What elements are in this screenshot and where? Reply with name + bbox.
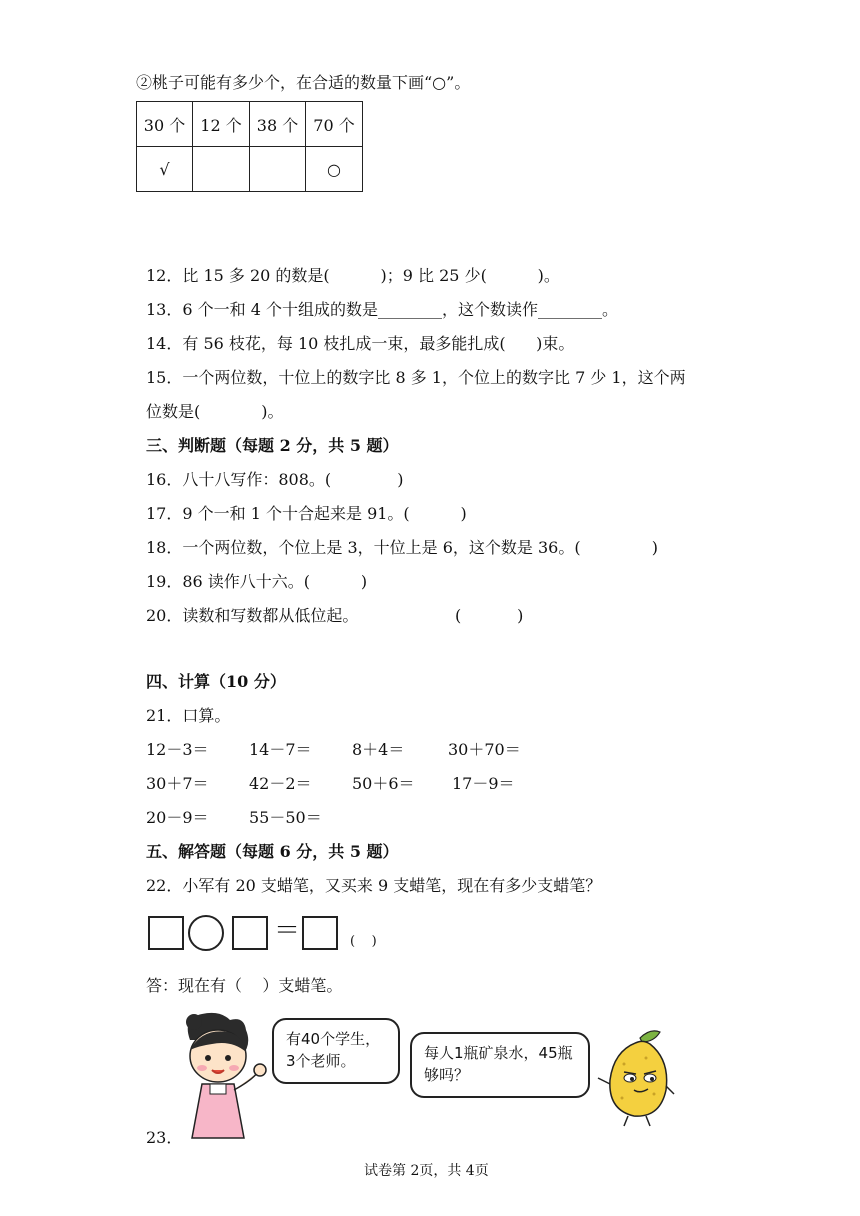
table-mark-cell: ○ (306, 147, 363, 192)
calc-item: 55－50＝ (249, 808, 322, 827)
table-header-cell: 38 个 (250, 102, 306, 147)
calc-item: 8＋4＝ (352, 740, 405, 759)
question-17: 17．9 个一和 1 个十合起来是 91。( ) (146, 504, 467, 523)
answer-box-2[interactable] (232, 916, 268, 950)
question-20: 20．读数和写数都从低位起。 ( ) (146, 606, 524, 625)
lemon-speech-bubble (410, 1032, 590, 1098)
answer-22: 答：现在有（ ）支蜡笔。 (146, 976, 343, 995)
section-3-heading: 三、判断题（每题 2 分，共 5 题） (146, 436, 399, 455)
table-header-cell: 12 个 (193, 102, 250, 147)
question-21: 21．口算。 (146, 706, 231, 725)
question-15-line1: 15．一个两位数，十位上的数字比 8 多 1，个位上的数字比 7 少 1，这个两 (146, 368, 686, 387)
table-mark-cell: √ (137, 147, 193, 192)
lemon-illustration (594, 1024, 678, 1128)
calc-item: 20－9＝ (146, 808, 209, 827)
girl-speech-bubble (272, 1018, 400, 1084)
lemon-speech-text: 每人1瓶矿泉水，45瓶够吗？ (424, 1044, 573, 1084)
calc-item: 30＋70＝ (448, 740, 521, 759)
question-14: 14．有 56 枝花，每 10 枝扎成一束，最多能扎成( )束。 (146, 334, 575, 353)
calc-item: 17－9＝ (452, 774, 515, 793)
girl-illustration (172, 1010, 272, 1142)
page-footer: 试卷第 2页，共 4页 (364, 1163, 489, 1179)
question-23: 23． (146, 1128, 183, 1147)
q11-part2-prompt: ②桃子可能有多少个，在合适的数量下画“○”。 (136, 73, 471, 92)
question-12: 12．比 15 多 20 的数是( )；9 比 25 少( )。 (146, 266, 560, 285)
calc-item: 42－2＝ (249, 774, 312, 793)
question-13: 13．6 个一和 4 个十组成的数是________，这个数读作________。 (146, 300, 618, 319)
section-4-heading: 四、计算（10 分） (146, 672, 286, 691)
equals-sign: ＝ (274, 916, 301, 946)
table-mark-cell (250, 147, 306, 192)
question-18: 18．一个两位数，个位上是 3，十位上是 6，这个数是 36。( ) (146, 538, 659, 557)
calc-item: 12－3＝ (146, 740, 209, 759)
question-15-line2: 位数是( )。 (146, 402, 284, 421)
section-5-heading: 五、解答题（每题 6 分，共 5 题） (146, 842, 399, 861)
table-header-cell: 30 个 (137, 102, 193, 147)
answer-box-1[interactable] (148, 916, 184, 950)
unit-paren: ( ) (350, 934, 377, 949)
peach-count-table (136, 101, 363, 192)
calc-item: 30＋7＝ (146, 774, 209, 793)
answer-box-result[interactable] (302, 916, 338, 950)
operator-circle[interactable] (188, 915, 224, 951)
table-mark-cell (193, 147, 250, 192)
question-16: 16．八十八写作：808。( ) (146, 470, 404, 489)
table-header-cell: 70 个 (306, 102, 363, 147)
question-19: 19．86 读作八十六。( ) (146, 572, 368, 591)
calc-item: 50＋6＝ (352, 774, 415, 793)
calc-item: 14－7＝ (249, 740, 312, 759)
question-22: 22．小军有 20 支蜡笔，又买来 9 支蜡笔，现在有多少支蜡笔？ (146, 876, 602, 895)
girl-speech-text: 有40个学生，3个老师。 (286, 1030, 381, 1070)
